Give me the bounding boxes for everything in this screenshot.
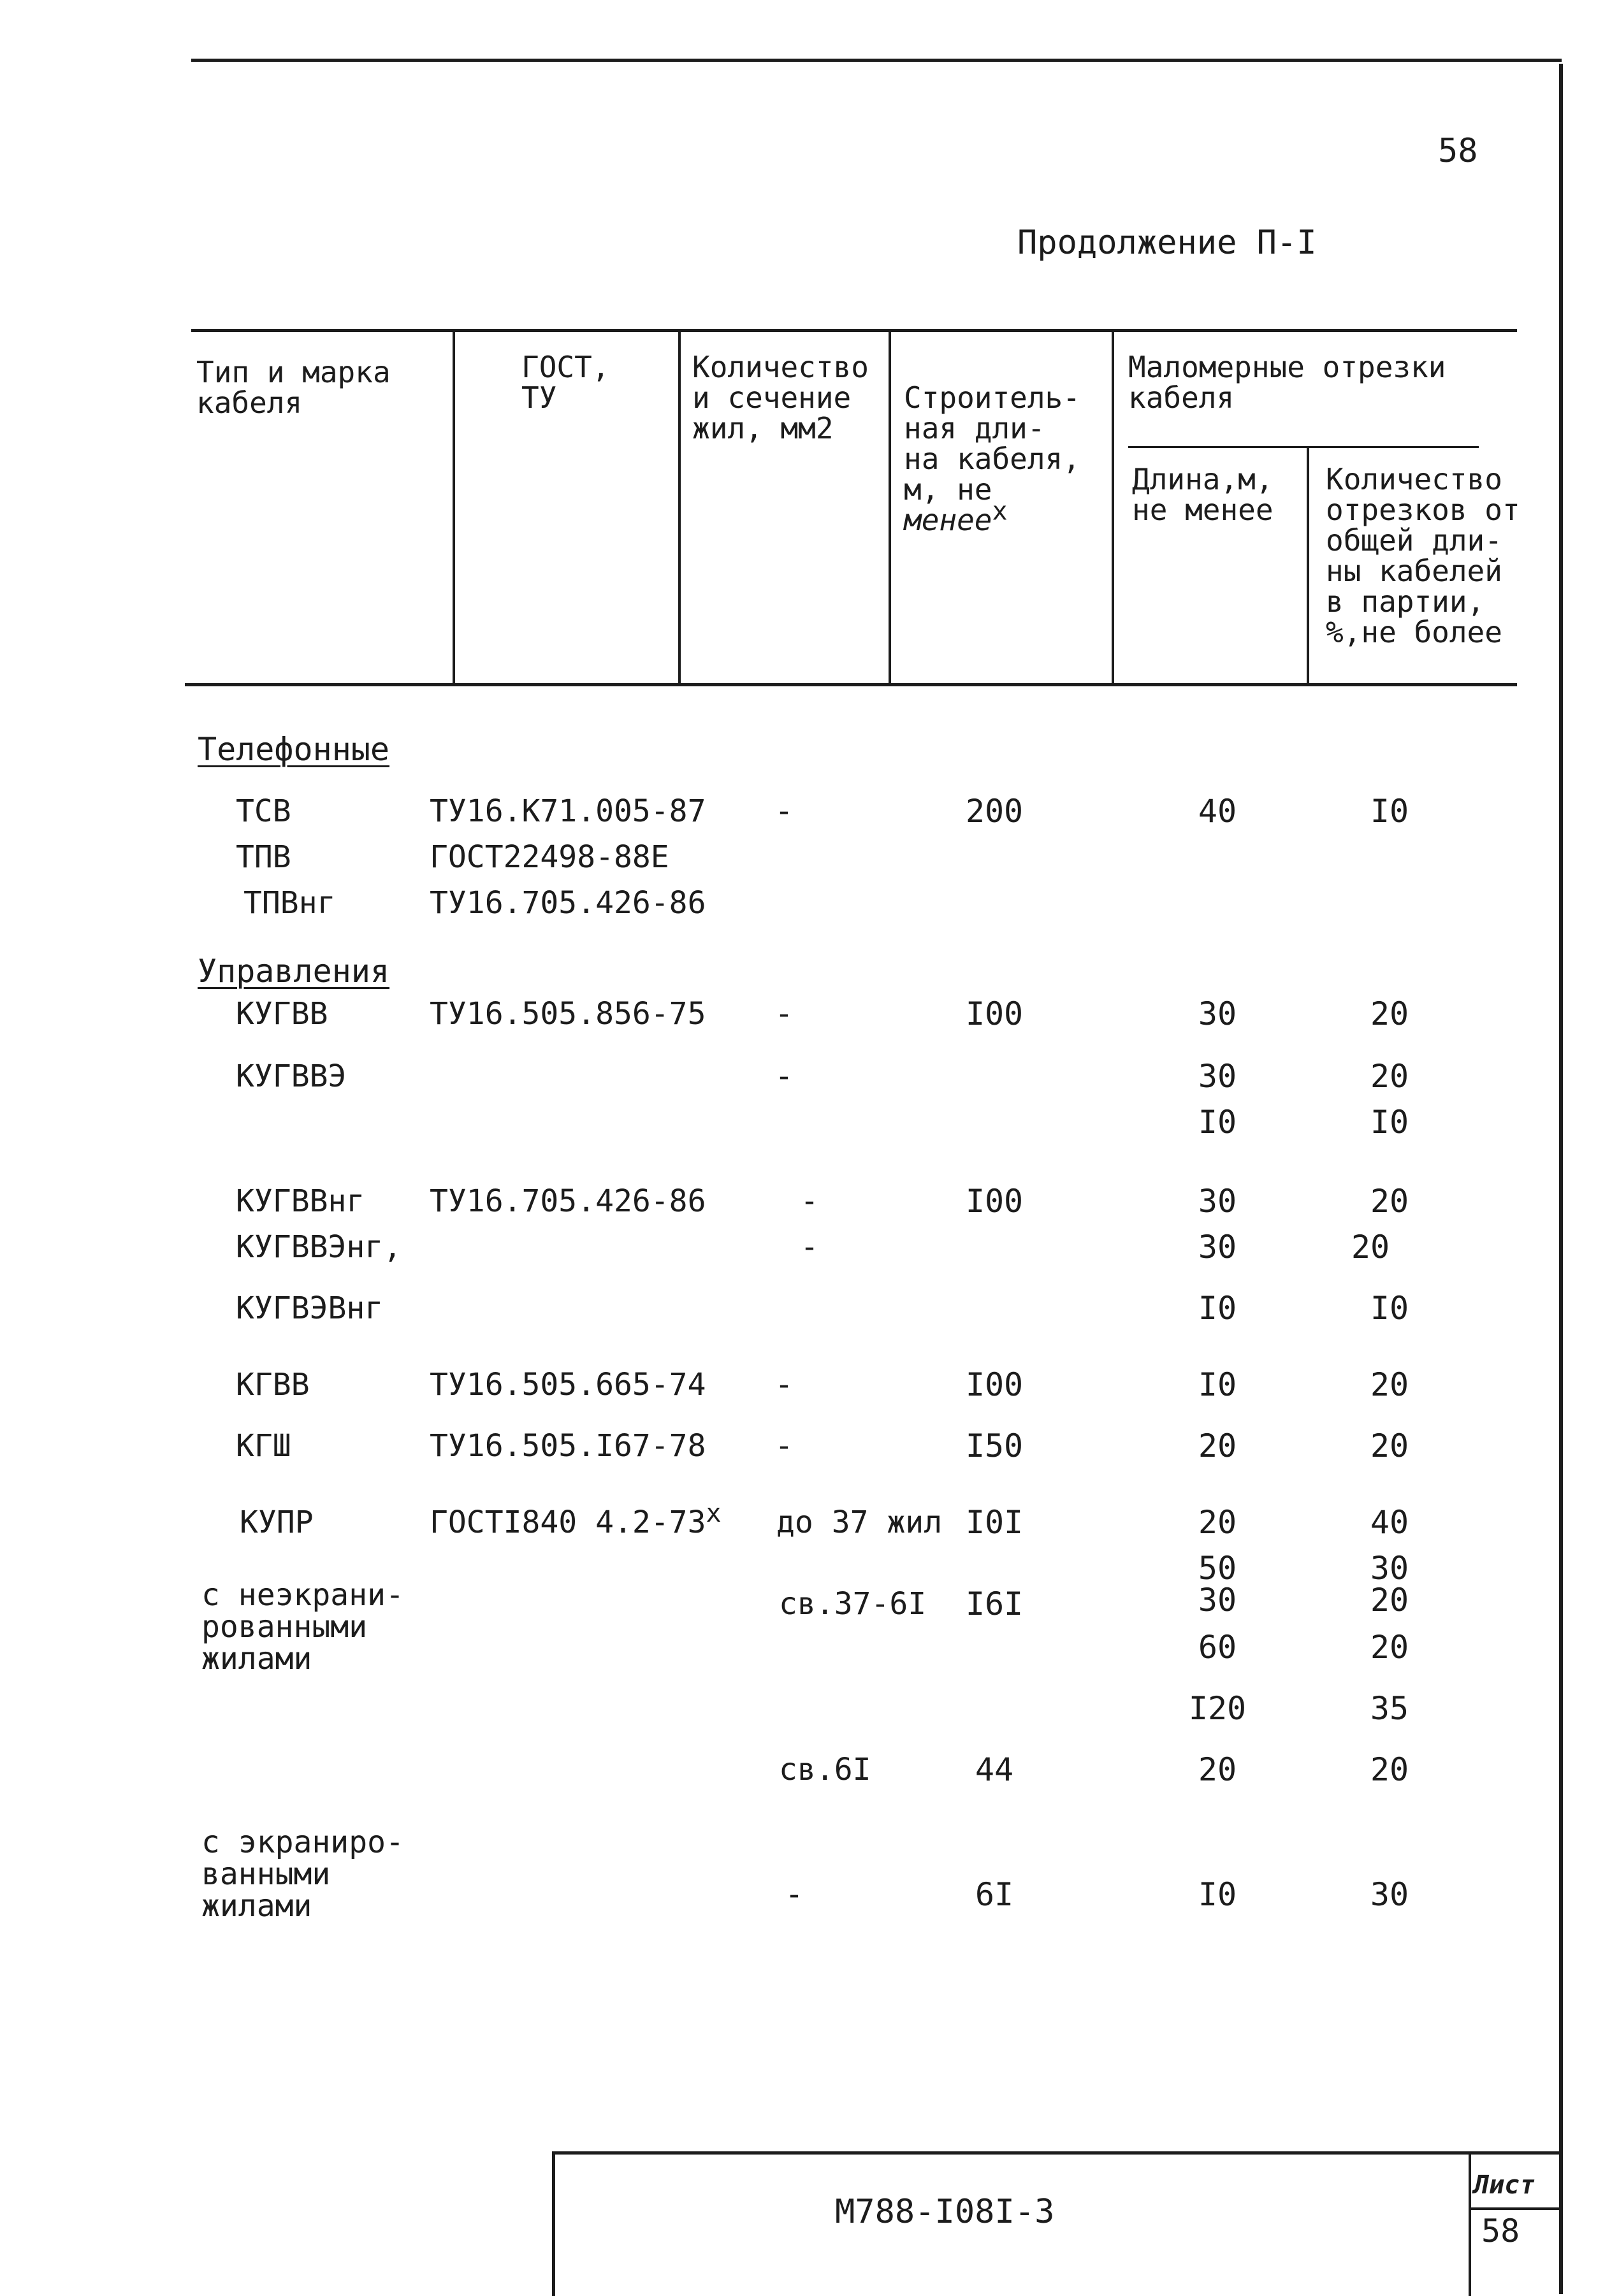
document-code: М788-I08I-3 xyxy=(835,2193,1055,2231)
table-row-min-length: I0 xyxy=(1198,1104,1237,1141)
section-telephone: Телефонные xyxy=(198,731,390,768)
right-border xyxy=(1559,64,1563,2294)
table-row-cores: св.37-6I xyxy=(779,1586,927,1622)
table-row-min-length: 30 xyxy=(1198,1183,1237,1220)
table-row-gost: ТУ16.К71.005-87 xyxy=(430,793,706,829)
table-row-gost: ТУ16.505.I67-78 xyxy=(430,1428,706,1464)
table-row-type: КУПР xyxy=(240,1505,314,1540)
table-row-length: I50 xyxy=(965,1427,1024,1464)
table-row-type: ТПВнг xyxy=(243,885,336,921)
table-row-cores: - xyxy=(800,1229,819,1265)
header-short-length: Длина,м, не менее xyxy=(1132,462,1274,527)
table-row-share: 20 xyxy=(1370,995,1409,1032)
table-row-share: 20 xyxy=(1370,1582,1409,1619)
table-row-share: I0 xyxy=(1370,1290,1409,1327)
table-row-share: 20 xyxy=(1370,1183,1409,1220)
table-row-type: с экраниро- ванными жилами xyxy=(201,1824,404,1924)
table-row-min-length: I20 xyxy=(1188,1690,1247,1727)
table-row-min-length: 30 xyxy=(1198,1582,1237,1619)
header-col-divider-3 xyxy=(889,331,891,686)
header-top-rule xyxy=(191,329,1517,332)
table-row-cores: - xyxy=(774,1428,794,1464)
table-row-min-length: 20 xyxy=(1198,1504,1237,1541)
table-row-share: 20 xyxy=(1370,1427,1409,1464)
table-row-length: I0I xyxy=(965,1504,1024,1541)
header-short-count: Количество отрезков от общей дли- ны кабелей в партии, %,не более xyxy=(1326,462,1520,649)
table-row-gost: ТУ16.505.856-75 xyxy=(430,996,706,1032)
table-row-gost: ТУ16.705.426-86 xyxy=(430,1183,706,1219)
table-row-min-length: 30 xyxy=(1198,1058,1237,1095)
table-row-type: КГШ xyxy=(236,1428,291,1464)
table-row-share: I0 xyxy=(1370,793,1409,830)
continuation-heading: Продолжение П-I xyxy=(1017,224,1317,262)
table-row-share: 30 xyxy=(1370,1876,1409,1913)
header-cable-type: Тип и марка кабеля xyxy=(196,355,391,420)
table-row-length: 200 xyxy=(965,793,1024,830)
header-col-divider-5 xyxy=(1307,446,1309,686)
table-row-length: I00 xyxy=(965,1366,1024,1403)
header-length-italic: менее xyxy=(904,503,992,537)
table-row-gost: ТУ16.505.665-74 xyxy=(430,1367,706,1403)
header-col-divider-4 xyxy=(1112,331,1114,686)
table-row-share: 20 xyxy=(1351,1229,1390,1266)
table-row-gost-mark: x xyxy=(706,1499,722,1528)
header-bottom-rule xyxy=(185,683,1517,686)
table-row-type: с неэкрани- рованными жилами xyxy=(201,1577,404,1677)
title-block-sheet-rule xyxy=(1470,2207,1560,2210)
table-row-min-length: 30 xyxy=(1198,1229,1237,1266)
table-row-min-length: 20 xyxy=(1198,1427,1237,1464)
table-row-type: КГВВ xyxy=(236,1367,310,1403)
table-row-min-length: I0 xyxy=(1198,1876,1237,1913)
table-row-gost xyxy=(430,1499,722,1540)
table-row-min-length: I0 xyxy=(1198,1366,1237,1403)
table-row-type: КУГВВЭ xyxy=(236,1058,347,1094)
table-row-length: I00 xyxy=(965,995,1024,1032)
table-row-min-length: 60 xyxy=(1198,1629,1237,1666)
table-row-type: ТПВ xyxy=(236,839,291,875)
table-row-length: I6I xyxy=(965,1585,1024,1622)
title-block-divider xyxy=(1469,2151,1471,2296)
table-row-share: 30 xyxy=(1370,1550,1409,1587)
header-short-group: Маломерные отрезки кабеля xyxy=(1128,350,1446,415)
header-subgroup-rule xyxy=(1128,446,1479,448)
sheet-number: 58 xyxy=(1481,2213,1520,2249)
page-number: 58 xyxy=(1438,132,1478,170)
sheet-stamp-label: Лист xyxy=(1474,2170,1536,2200)
header-cores: Количество и сечение жил, мм2 xyxy=(692,350,869,445)
table-row-length: I00 xyxy=(965,1183,1024,1220)
table-row-share: 40 xyxy=(1370,1504,1409,1541)
table-row-gost-text: ГОСТI840 4.2-73 xyxy=(430,1505,706,1540)
header-col-divider-2 xyxy=(678,331,681,686)
table-row-gost: ТУ16.705.426-86 xyxy=(430,885,706,921)
header-length xyxy=(904,352,1080,535)
table-row-type: КУГВЭВнг xyxy=(236,1290,384,1326)
header-col-divider-1 xyxy=(453,331,455,686)
header-length-text: Строитель- ная дли- на кабеля, м, не xyxy=(904,380,1080,507)
table-row-cores: - xyxy=(774,1058,794,1094)
table-row-length: 44 xyxy=(975,1751,1014,1788)
table-row-type: КУГВВЭнг, xyxy=(236,1229,402,1265)
table-row-gost: ГОСТ22498-88Е xyxy=(430,839,669,875)
table-row-min-length: 50 xyxy=(1198,1550,1237,1587)
section-control: Управления xyxy=(198,953,390,990)
header-gost: ГОСТ, ТУ xyxy=(521,350,610,415)
table-row-min-length: 30 xyxy=(1198,995,1237,1032)
table-row-cores: - xyxy=(774,1367,794,1403)
title-block-top xyxy=(552,2151,1559,2155)
title-block-left xyxy=(552,2151,555,2296)
table-row-share: 20 xyxy=(1370,1629,1409,1666)
table-row-cores: св.6I xyxy=(779,1752,871,1787)
table-row-min-length: 40 xyxy=(1198,793,1237,830)
table-row-cores: - xyxy=(774,996,794,1032)
table-row-type: ТСВ xyxy=(236,793,291,829)
table-row-share: 20 xyxy=(1370,1058,1409,1095)
table-row-type: КУГВВнг xyxy=(236,1183,365,1219)
header-length-mark: x xyxy=(992,496,1008,526)
table-row-share: 20 xyxy=(1370,1366,1409,1403)
top-border xyxy=(191,59,1562,62)
table-row-cores: до 37 жил xyxy=(776,1505,943,1540)
table-row-share: 20 xyxy=(1370,1751,1409,1788)
table-row-share: 35 xyxy=(1370,1690,1409,1727)
table-row-type: КУГВВ xyxy=(236,996,328,1032)
table-row-share: I0 xyxy=(1370,1104,1409,1141)
table-row-min-length: I0 xyxy=(1198,1290,1237,1327)
table-row-length: 6I xyxy=(975,1876,1014,1913)
table-row-cores: - xyxy=(800,1183,819,1219)
table-row-cores: - xyxy=(785,1877,804,1912)
table-row-cores: - xyxy=(774,793,794,829)
table-row-min-length: 20 xyxy=(1198,1751,1237,1788)
